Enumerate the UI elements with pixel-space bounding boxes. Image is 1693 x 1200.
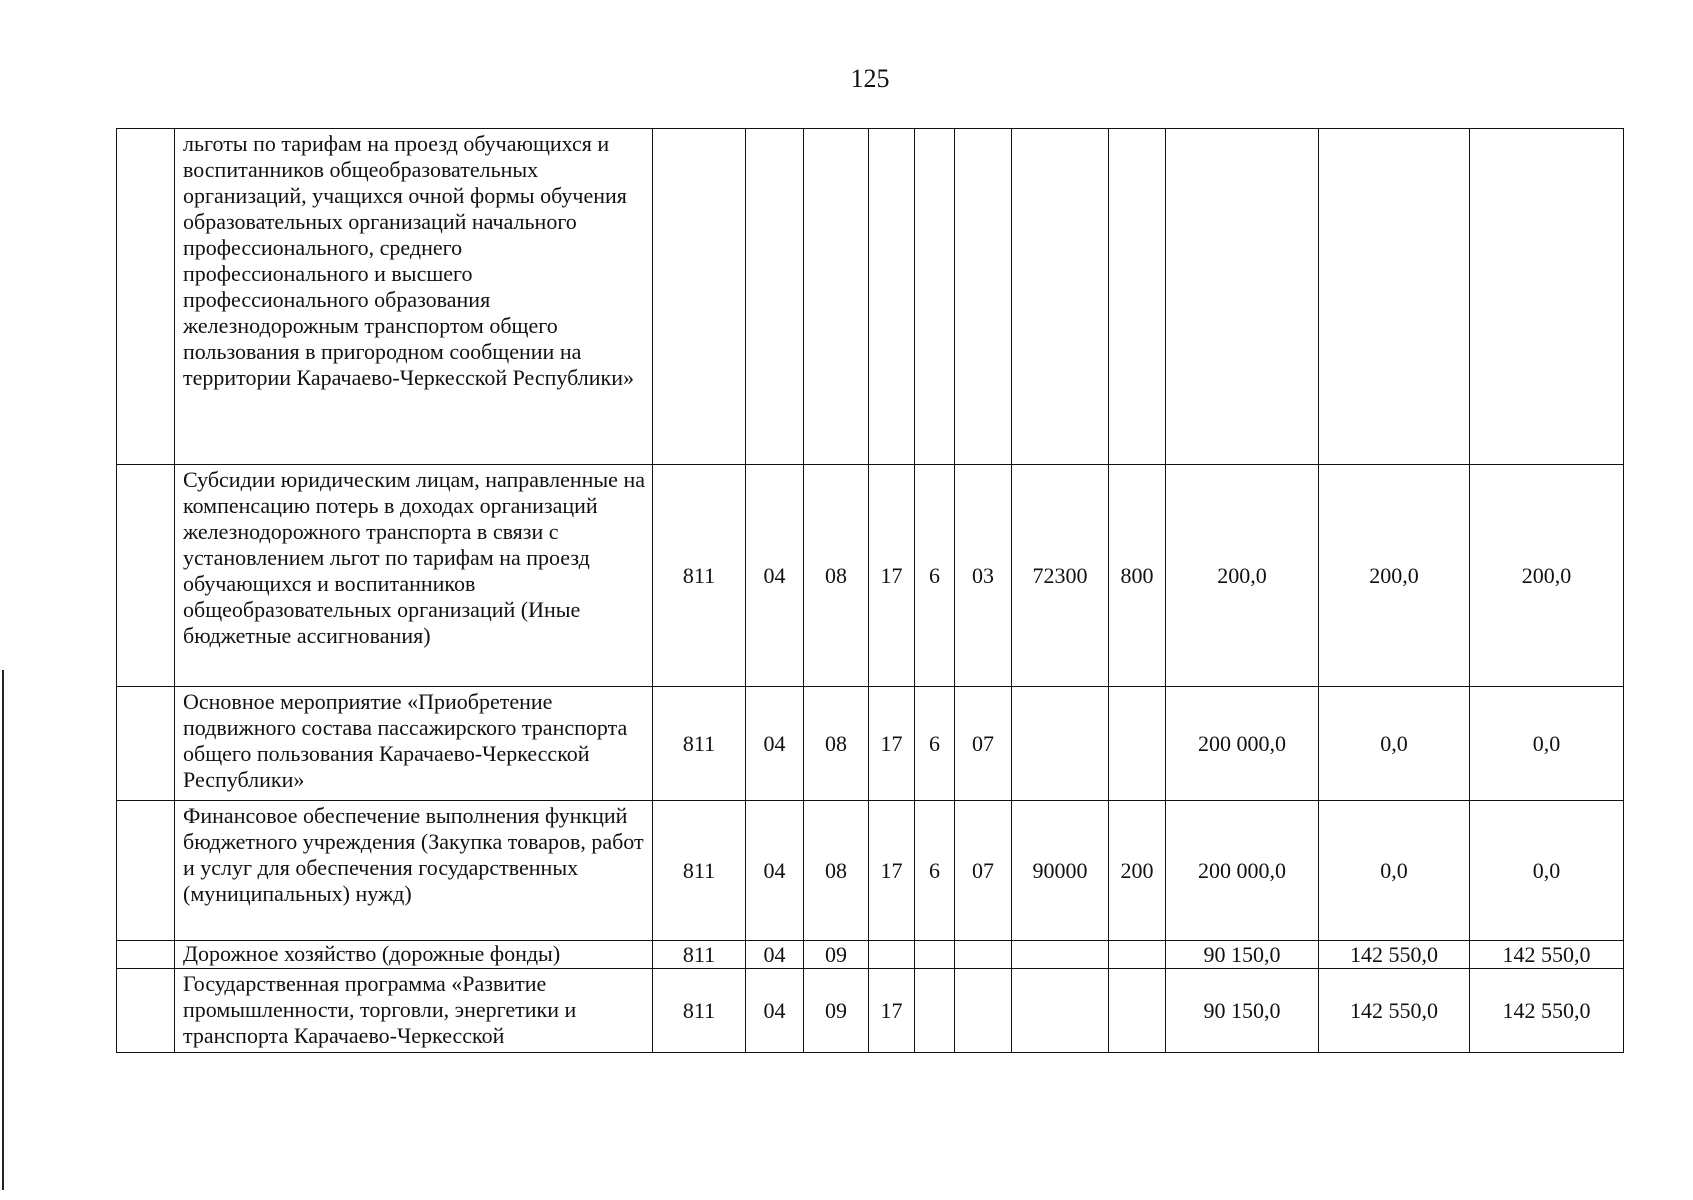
- row-name: льготы по тарифам на проезд обучающихся и воспитанников общеобразовательных организаций, учащихся очной формы обучения образовательных организаций начального профессионального, среднего профессионального и высшего профессионального образования железнодорожным транспортом общего пользования в пригородном сообщении на территории Карачаево-Черкесской Республики»: [175, 129, 653, 465]
- cell-amount-3: 0,0: [1470, 687, 1624, 801]
- budget-table: [116, 128, 1624, 1053]
- cell-admin-code: 811: [653, 969, 746, 1053]
- cell-amount-2: 0,0: [1319, 801, 1470, 941]
- cell-expense-type: [1109, 941, 1166, 969]
- row-name: Финансовое обеспечение выполнения функций бюджетного учреждения (Закупка товаров, работ и услуг для обеспечения государственных (муниципальных) нужд): [175, 801, 653, 941]
- cell-admin-code: [653, 129, 746, 465]
- cell-amount-3: [1470, 129, 1624, 465]
- cell-subsection: [804, 129, 869, 465]
- cell-event: [955, 969, 1012, 1053]
- cell-event: [955, 941, 1012, 969]
- cell-subsection: 08: [804, 687, 869, 801]
- cell-section: 04: [746, 465, 804, 687]
- cell-amount-1: 90 150,0: [1166, 969, 1319, 1053]
- cell-amount-3: 0,0: [1470, 801, 1624, 941]
- table-row: [117, 941, 1624, 969]
- cell-subsection: 08: [804, 465, 869, 687]
- cell-subprogram: [915, 969, 955, 1053]
- cell-admin-code: 811: [653, 801, 746, 941]
- row-index-cell: [117, 129, 175, 465]
- row-index-cell: [117, 687, 175, 801]
- row-name: Государственная программа «Развитие промышленности, торговли, энергетики и транспорта Карачаево-Черкесской: [175, 969, 653, 1053]
- row-index-cell: [117, 941, 175, 969]
- row-index-cell: [117, 969, 175, 1053]
- cell-event: [955, 129, 1012, 465]
- cell-event: 07: [955, 687, 1012, 801]
- cell-amount-2: 200,0: [1319, 465, 1470, 687]
- cell-subprogram: 6: [915, 465, 955, 687]
- cell-admin-code: 811: [653, 465, 746, 687]
- cell-direction: 90000: [1012, 801, 1109, 941]
- cell-event: 03: [955, 465, 1012, 687]
- row-index-cell: [117, 801, 175, 941]
- cell-program: 17: [869, 801, 915, 941]
- cell-amount-3: 200,0: [1470, 465, 1624, 687]
- table-row: [117, 465, 1624, 687]
- cell-expense-type: 800: [1109, 465, 1166, 687]
- cell-amount-1: 200 000,0: [1166, 801, 1319, 941]
- cell-section: [746, 129, 804, 465]
- cell-section: 04: [746, 941, 804, 969]
- cell-amount-1: [1166, 129, 1319, 465]
- cell-subsection: 09: [804, 941, 869, 969]
- cell-program: 17: [869, 687, 915, 801]
- cell-program: [869, 129, 915, 465]
- cell-amount-2: [1319, 129, 1470, 465]
- row-name: Дорожное хозяйство (дорожные фонды): [175, 941, 653, 969]
- table-row: [117, 129, 1624, 465]
- cell-expense-type: [1109, 969, 1166, 1053]
- table-row: [117, 687, 1624, 801]
- table-row: [117, 801, 1624, 941]
- cell-direction: [1012, 969, 1109, 1053]
- cell-section: 04: [746, 969, 804, 1053]
- cell-direction: 72300: [1012, 465, 1109, 687]
- cell-direction: [1012, 129, 1109, 465]
- cell-admin-code: 811: [653, 941, 746, 969]
- cell-program: [869, 941, 915, 969]
- cell-amount-2: 142 550,0: [1319, 969, 1470, 1053]
- cell-expense-type: [1109, 687, 1166, 801]
- cell-amount-1: 200 000,0: [1166, 687, 1319, 801]
- cell-expense-type: [1109, 129, 1166, 465]
- cell-program: 17: [869, 465, 915, 687]
- cell-expense-type: 200: [1109, 801, 1166, 941]
- cell-subsection: 09: [804, 969, 869, 1053]
- cell-section: 04: [746, 687, 804, 801]
- cell-subprogram: [915, 941, 955, 969]
- cell-program: 17: [869, 969, 915, 1053]
- cell-amount-3: 142 550,0: [1470, 941, 1624, 969]
- cell-amount-2: 142 550,0: [1319, 941, 1470, 969]
- cell-amount-1: 200,0: [1166, 465, 1319, 687]
- cell-event: 07: [955, 801, 1012, 941]
- row-name: Основное мероприятие «Приобретение подвижного состава пассажирского транспорта общего пользования Карачаево-Черкесской Республики»: [175, 687, 653, 801]
- scan-margin-line: [2, 670, 4, 1190]
- cell-direction: [1012, 941, 1109, 969]
- cell-admin-code: 811: [653, 687, 746, 801]
- cell-subprogram: [915, 129, 955, 465]
- row-name: Субсидии юридическим лицам, направленные на компенсацию потерь в доходах организаций железнодорожного транспорта в связи с установлением льгот по тарифам на проезд обучающихся и воспитанников общеобразовательных организаций (Иные бюджетные ассигнования): [175, 465, 653, 687]
- cell-section: 04: [746, 801, 804, 941]
- cell-amount-2: 0,0: [1319, 687, 1470, 801]
- row-index-cell: [117, 465, 175, 687]
- cell-direction: [1012, 687, 1109, 801]
- cell-subprogram: 6: [915, 687, 955, 801]
- cell-amount-3: 142 550,0: [1470, 969, 1624, 1053]
- cell-subsection: 08: [804, 801, 869, 941]
- cell-amount-1: 90 150,0: [1166, 941, 1319, 969]
- cell-subprogram: 6: [915, 801, 955, 941]
- page-number: 125: [850, 64, 890, 93]
- table-row: [117, 969, 1624, 1053]
